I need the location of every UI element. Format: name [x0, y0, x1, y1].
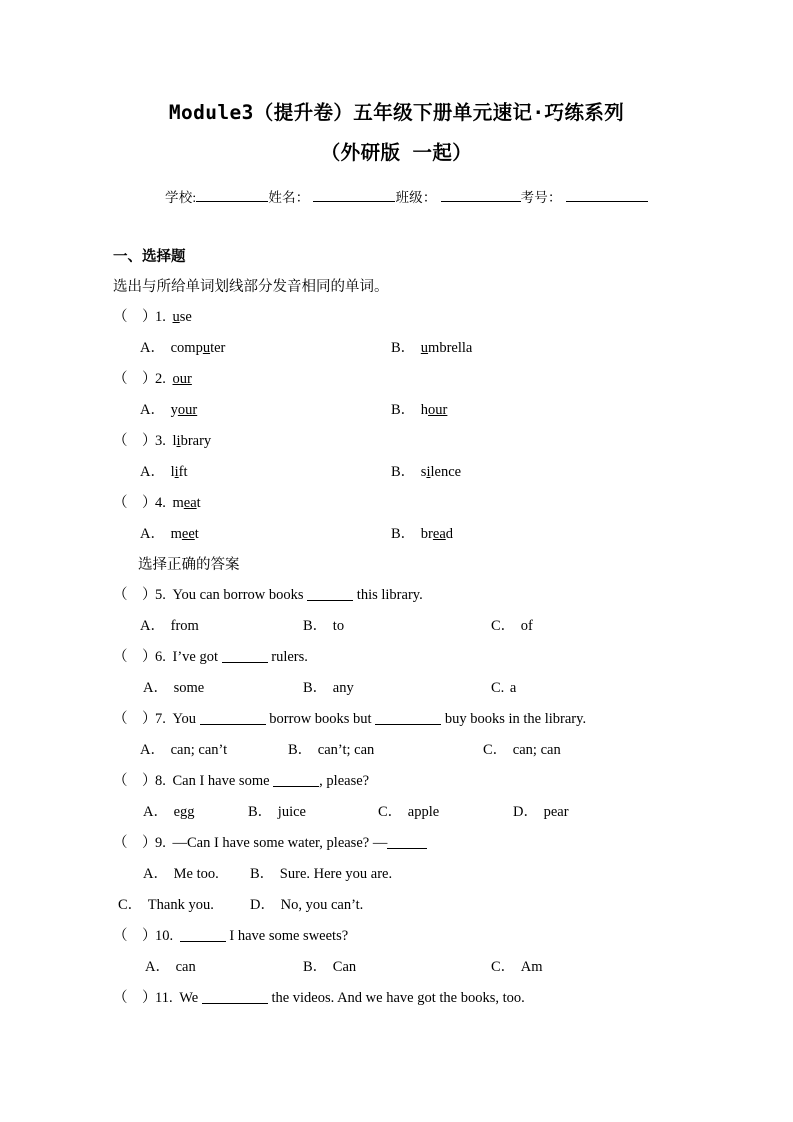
question-stem	[113, 302, 733, 333]
option-text: Me too.	[173, 866, 219, 882]
option-text: any	[332, 680, 354, 696]
option-text-post: ft	[178, 464, 188, 480]
stem-before: I’ve got	[172, 649, 218, 665]
option-text-underlined: our	[177, 402, 198, 418]
option-a[interactable]	[140, 611, 199, 642]
option-letter: C.	[491, 680, 505, 696]
answer-gap[interactable]	[273, 772, 319, 787]
option-letter: A．	[145, 959, 170, 975]
stem-before: You	[172, 711, 197, 727]
option-text: egg	[173, 804, 195, 820]
option-letter: C．	[491, 959, 516, 975]
option-row	[113, 735, 733, 766]
question-number: 3.	[155, 433, 166, 449]
option-a[interactable]	[143, 797, 195, 828]
answer-bracket[interactable]: （ ）	[113, 433, 157, 449]
option-letter: C．	[491, 618, 516, 634]
stem-after: , please?	[319, 773, 370, 789]
exam-number-input-blank[interactable]	[566, 201, 648, 202]
option-text-underlined: u	[202, 340, 211, 356]
option-letter: B．	[391, 402, 416, 418]
option-letter: C．	[378, 804, 403, 820]
answer-bracket[interactable]: （ ）	[113, 835, 157, 851]
answer-gap[interactable]	[180, 927, 226, 942]
option-text: can; can’t	[170, 742, 228, 758]
option-text: can	[175, 959, 196, 975]
option-b[interactable]	[248, 797, 306, 828]
stem-word-pre: m	[172, 495, 184, 511]
option-letter: A．	[143, 866, 168, 882]
question-stem	[113, 921, 733, 952]
question-stem	[113, 766, 733, 797]
option-b[interactable]	[288, 735, 374, 766]
stem-after: this library.	[356, 587, 423, 603]
question-number: 7.	[155, 711, 166, 727]
option-b[interactable]	[303, 952, 356, 983]
option-letter: A．	[143, 680, 168, 696]
question-number: 11.	[155, 990, 173, 1006]
stem-before: Can I have some	[172, 773, 270, 789]
answer-bracket[interactable]: （ ）	[113, 371, 157, 387]
option-text-underlined: ea	[432, 526, 446, 542]
stem-word-pre: l	[172, 433, 177, 449]
option-row	[113, 519, 733, 550]
option-a[interactable]	[140, 395, 197, 426]
question-stem	[113, 364, 733, 395]
option-a[interactable]	[143, 859, 219, 890]
option-letter: A．	[143, 804, 168, 820]
option-text: can; can	[512, 742, 561, 758]
option-letter: B．	[391, 526, 416, 542]
option-letter: B．	[391, 464, 416, 480]
question-stem	[113, 488, 733, 519]
stem-word-post: se	[179, 309, 192, 325]
name-input-blank[interactable]	[313, 201, 395, 202]
option-c[interactable]	[491, 611, 533, 642]
school-input-blank[interactable]	[196, 201, 268, 202]
question-stem	[113, 704, 733, 735]
option-row	[113, 673, 733, 704]
option-text-pre: l	[170, 464, 175, 480]
stem-after: rulers.	[271, 649, 308, 665]
stem-word-underlined: i	[176, 433, 181, 449]
option-c[interactable]	[118, 890, 214, 921]
option-text: pear	[543, 804, 569, 820]
option-d[interactable]	[513, 797, 569, 828]
option-letter: A．	[140, 742, 165, 758]
option-text-post: t	[194, 526, 199, 542]
answer-gap[interactable]	[307, 586, 353, 601]
option-text: Sure. Here you are.	[279, 866, 393, 882]
option-b[interactable]	[391, 519, 453, 550]
option-text: Can	[332, 959, 357, 975]
stem-mid: borrow books but	[269, 711, 372, 727]
answer-bracket[interactable]: （ ）	[113, 711, 157, 727]
question-stem	[113, 580, 733, 611]
option-a[interactable]	[140, 735, 227, 766]
option-letter: D．	[250, 897, 275, 913]
option-a[interactable]	[140, 333, 225, 364]
stem-word-post: brary	[180, 433, 212, 449]
stem-word-underlined: our	[172, 371, 192, 387]
answer-gap[interactable]	[222, 648, 268, 663]
option-a[interactable]	[140, 457, 188, 488]
option-letter: B．	[303, 618, 328, 634]
option-row	[113, 859, 733, 890]
option-text-pre: y	[170, 402, 178, 418]
option-text-pre: h	[420, 402, 429, 418]
answer-bracket[interactable]: （ ）	[113, 990, 157, 1006]
option-letter: B．	[391, 340, 416, 356]
option-b[interactable]	[303, 611, 344, 642]
answer-gap[interactable]	[200, 710, 266, 725]
option-row	[113, 395, 733, 426]
option-letter: C．	[483, 742, 508, 758]
question-number: 5.	[155, 587, 166, 603]
answer-bracket[interactable]: （ ）	[113, 587, 157, 603]
answer-bracket[interactable]: （ ）	[113, 773, 157, 789]
option-letter: A．	[140, 464, 165, 480]
answer-gap[interactable]	[375, 710, 441, 725]
question-stem	[113, 426, 733, 457]
option-letter: A．	[140, 402, 165, 418]
question-number: 9.	[155, 835, 166, 851]
option-text-pre: br	[420, 526, 433, 542]
answer-bracket[interactable]: （ ）	[113, 649, 157, 665]
option-text: juice	[277, 804, 306, 820]
answer-bracket[interactable]: （ ）	[113, 495, 157, 511]
question-number: 10.	[155, 928, 174, 944]
question-number: 4.	[155, 495, 166, 511]
option-letter: D．	[513, 804, 538, 820]
option-c[interactable]	[491, 952, 543, 983]
instruction-pronunciation: 选出与所给单词划线部分发音相同的单词。	[113, 279, 389, 295]
student-info-line	[0, 186, 793, 206]
option-text: of	[520, 618, 533, 634]
exam-content	[0, 242, 793, 1014]
option-letter: A．	[140, 526, 165, 542]
answer-bracket[interactable]: （ ）	[113, 309, 157, 325]
option-a[interactable]	[143, 673, 204, 704]
question-stem	[113, 642, 733, 673]
option-text: No, you can’t.	[280, 897, 364, 913]
option-b[interactable]	[391, 457, 461, 488]
stem-word-underlined: u	[172, 309, 180, 325]
stem-word-post: t	[196, 495, 201, 511]
instruction-choose-answer: 选择正确的答案	[138, 557, 240, 573]
option-text-pre: s	[420, 464, 427, 480]
stem-after: the videos. And we have got the books, too.	[271, 990, 525, 1006]
option-letter: A．	[140, 618, 165, 634]
answer-gap[interactable]	[202, 989, 268, 1004]
question-number: 2.	[155, 371, 166, 387]
option-row	[113, 890, 733, 921]
option-text-post: mbrella	[428, 340, 473, 356]
question-number: 1.	[155, 309, 166, 325]
option-text-post: lence	[430, 464, 462, 480]
option-text-pre: m	[170, 526, 182, 542]
option-text: a	[509, 680, 517, 696]
stem-before: We	[179, 990, 199, 1006]
option-text-underlined: i	[174, 464, 179, 480]
page-title-line-2: （外研版 一起）	[320, 141, 473, 164]
option-text: some	[173, 680, 205, 696]
option-letter: B．	[303, 959, 328, 975]
option-row	[113, 952, 733, 983]
question-stem	[113, 983, 733, 1014]
option-row	[113, 797, 733, 828]
page-title-line-1: Module3（提升卷）五年级下册单元速记·巧练系列	[168, 101, 625, 124]
exam-number-label: 考号：	[520, 190, 562, 205]
option-text: to	[332, 618, 345, 634]
option-d[interactable]	[250, 890, 363, 921]
question-number: 8.	[155, 773, 166, 789]
stem-word-underlined: ea	[183, 495, 197, 511]
option-text-underlined: ee	[181, 526, 195, 542]
option-row	[113, 611, 733, 642]
option-text: from	[170, 618, 199, 634]
option-text: Am	[520, 959, 543, 975]
option-letter: B．	[250, 866, 275, 882]
class-input-blank[interactable]	[441, 201, 521, 202]
answer-bracket[interactable]: （ ）	[113, 928, 157, 944]
option-b[interactable]	[391, 395, 447, 426]
school-label: 学校:	[165, 190, 197, 205]
option-text: can’t; can	[317, 742, 375, 758]
option-c[interactable]	[491, 673, 516, 704]
option-text-underlined: i	[426, 464, 431, 480]
option-text-post: ter	[210, 340, 226, 356]
option-row	[113, 333, 733, 364]
option-a[interactable]	[145, 952, 196, 983]
option-row	[113, 457, 733, 488]
option-b[interactable]	[250, 859, 392, 890]
option-text-underlined: our	[428, 402, 448, 418]
answer-gap[interactable]	[387, 834, 427, 849]
option-letter: C．	[118, 897, 143, 913]
option-a[interactable]	[140, 519, 199, 550]
option-text: apple	[407, 804, 440, 820]
option-letter: B．	[303, 680, 328, 696]
option-b[interactable]	[303, 673, 354, 704]
option-b[interactable]	[391, 333, 472, 364]
option-letter: B．	[248, 804, 273, 820]
stem-before: You can borrow books	[172, 587, 304, 603]
question-number: 6.	[155, 649, 166, 665]
option-letter: A．	[140, 340, 165, 356]
class-label: 班级：	[395, 190, 437, 205]
section-heading: 一、选择题	[113, 249, 186, 265]
stem-before: —Can I have some water, please? —	[172, 835, 388, 851]
question-stem	[113, 828, 733, 859]
name-label: 姓名：	[268, 190, 310, 205]
option-text: Thank you.	[147, 897, 214, 913]
stem-after: I have some sweets?	[229, 928, 349, 944]
stem-after: buy books in the library.	[444, 711, 587, 727]
option-text-post: d	[445, 526, 454, 542]
option-text-underlined: u	[420, 340, 429, 356]
option-letter: B．	[288, 742, 313, 758]
option-c[interactable]	[378, 797, 439, 828]
option-c[interactable]	[483, 735, 561, 766]
option-text-pre: comp	[170, 340, 203, 356]
